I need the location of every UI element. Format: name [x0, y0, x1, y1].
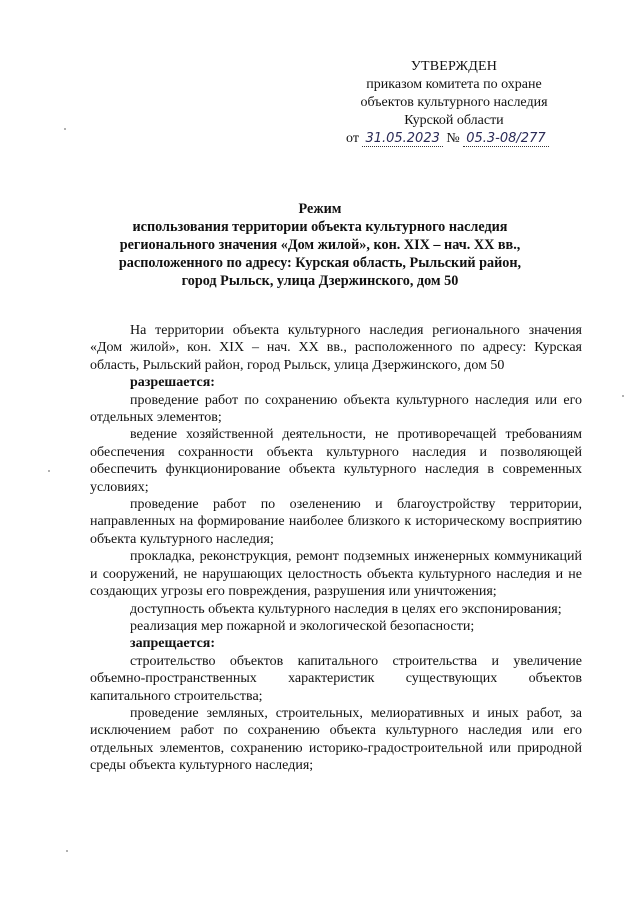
- allowed-item: ведение хозяйственной деятельности, не противоречащей требованиям обеспечения сохранности объекта культурного наследия и позволяющей обеспечить функционирование объекта культурного наследия в современных условиях;: [90, 427, 582, 495]
- scan-speck: [66, 850, 68, 852]
- date-prefix: от: [346, 131, 359, 146]
- number-prefix: №: [446, 131, 460, 146]
- allowed-item: проведение работ по сохранению объекта культурного наследия или его отдельных элементов;: [90, 392, 582, 426]
- title-line-3: регионального значения «Дом жилой», кон. XIX – нач. XX вв.,: [119, 237, 521, 253]
- document-title: [80, 200, 560, 290]
- title-line-2: использования территории объекта культурного наследия: [132, 219, 508, 235]
- document-body: [90, 322, 582, 775]
- handwritten-date: 31.05.2023: [362, 131, 442, 147]
- approval-line-1: приказом комитета по охране: [366, 77, 542, 92]
- scan-speck: [622, 395, 624, 397]
- approval-line-2: объектов культурного наследия: [360, 95, 548, 110]
- allowed-item: прокладка, реконструкция, ремонт подземных инженерных коммуникаций и сооружений, не нарушающих целостность объекта культурного наследия и не создающих угрозы его повреждения, разрушения или уничтожения;: [90, 549, 582, 600]
- intro-paragraph: На территории объекта культурного наследия регионального значения «Дом жилой», кон. XIX – нач. XX вв., расположенного по адресу: Курская область, Рыльский район, город Рыльск, улица Дзержинского, дом 50: [90, 323, 582, 373]
- title-line-1: Режим: [298, 201, 342, 217]
- title-line-4: расположенного по адресу: Курская область, Рыльский район,: [118, 255, 522, 271]
- approved-heading: УТВЕРЖДЕН: [410, 59, 498, 74]
- allowed-item: проведение работ по озеленению и благоустройству территории, направленных на формирование наиболее близкого к историческому восприятию объекта культурного наследия;: [90, 497, 582, 547]
- allowed-item: реализация мер пожарной и экологической безопасности;: [130, 618, 475, 634]
- scan-speck: [64, 128, 66, 130]
- allowed-item: доступность объекта культурного наследия в целях его экспонирования;: [130, 601, 562, 617]
- handwritten-order-number: 05.3-08/277: [463, 131, 548, 147]
- approval-reference-line: [346, 130, 564, 148]
- title-line-5: город Рыльск, улица Дзержинского, дом 50: [181, 273, 459, 289]
- forbidden-item: строительство объектов капитального строительства и увеличение объемно-пространственных характеристик существующих объектов капитального строительства;: [90, 653, 582, 704]
- approval-stamp-block: [344, 58, 564, 148]
- approval-line-3: Курской области: [404, 113, 504, 128]
- scan-speck: [48, 470, 50, 472]
- forbidden-label: запрещается:: [130, 636, 216, 652]
- allowed-label: разрешается:: [130, 375, 215, 391]
- forbidden-item: проведение земляных, строительных, мелиоративных и иных работ, за исключением работ по сохранению объекта культурного наследия или его отдельных элементов, сохранению историко-градостроительной или природной среды объекта культурного наследия;: [90, 705, 582, 774]
